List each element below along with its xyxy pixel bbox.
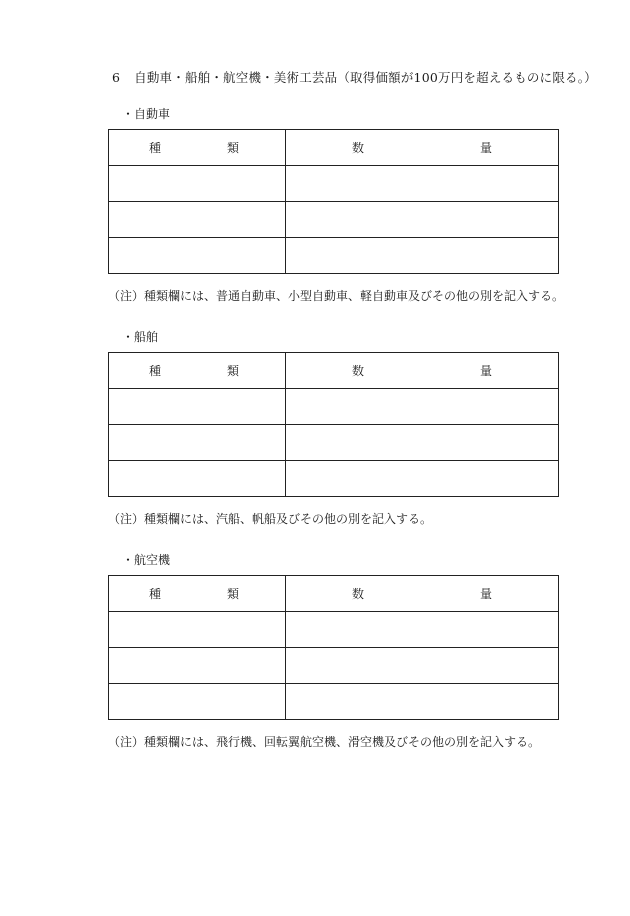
table-header-row	[109, 576, 559, 612]
table-header-row	[109, 353, 559, 389]
section-heading	[112, 68, 597, 86]
header-kind-char-1: 種	[149, 141, 162, 155]
table-row	[109, 648, 559, 684]
table-automobile	[108, 129, 559, 274]
subheading-ship: ・船舶	[122, 330, 159, 344]
note-automobile: （注）種類欄には、普通自動車、小型自動車、軽自動車及びその他の別を記入する。	[108, 289, 565, 303]
table-row	[109, 389, 559, 425]
header-kind-char-2: 類	[226, 141, 239, 155]
table-header-row	[109, 130, 559, 166]
header-qty-char-2: 量	[479, 141, 492, 155]
cell-kind[interactable]	[109, 612, 286, 648]
cell-kind[interactable]	[109, 202, 286, 238]
cell-quantity[interactable]	[286, 238, 559, 274]
cell-kind[interactable]	[109, 238, 286, 274]
header-kind-char-2: 類	[226, 587, 239, 601]
header-quantity	[286, 576, 559, 612]
cell-quantity[interactable]	[286, 166, 559, 202]
header-kind	[109, 353, 286, 389]
cell-kind[interactable]	[109, 389, 286, 425]
table-row	[109, 202, 559, 238]
cell-quantity[interactable]	[286, 648, 559, 684]
cell-quantity[interactable]	[286, 425, 559, 461]
header-quantity	[286, 353, 559, 389]
table-row	[109, 461, 559, 497]
header-kind-char-1: 種	[149, 587, 162, 601]
table-row	[109, 166, 559, 202]
header-qty-char-1: 数	[352, 364, 365, 378]
cell-kind[interactable]	[109, 648, 286, 684]
cell-kind[interactable]	[109, 684, 286, 720]
table-aircraft	[108, 575, 559, 720]
cell-quantity[interactable]	[286, 612, 559, 648]
header-kind-char-2: 類	[226, 364, 239, 378]
cell-quantity[interactable]	[286, 202, 559, 238]
table-ship	[108, 352, 559, 497]
cell-kind[interactable]	[109, 166, 286, 202]
note-aircraft: （注）種類欄には、飛行機、回転翼航空機、滑空機及びその他の別を記入する。	[108, 735, 541, 749]
subheading-aircraft: ・航空機	[122, 553, 171, 567]
table-row	[109, 238, 559, 274]
header-kind	[109, 130, 286, 166]
header-quantity	[286, 130, 559, 166]
cell-kind[interactable]	[109, 425, 286, 461]
cell-kind[interactable]	[109, 461, 286, 497]
header-kind	[109, 576, 286, 612]
cell-quantity[interactable]	[286, 461, 559, 497]
header-kind-char-1: 種	[149, 364, 162, 378]
header-qty-char-2: 量	[479, 587, 492, 601]
section-number: 6	[112, 70, 121, 85]
subheading-automobile: ・自動車	[122, 107, 171, 121]
table-row	[109, 684, 559, 720]
header-qty-char-2: 量	[479, 364, 492, 378]
note-ship: （注）種類欄には、汽船、帆船及びその他の別を記入する。	[108, 512, 433, 526]
cell-quantity[interactable]	[286, 389, 559, 425]
table-row	[109, 612, 559, 648]
header-qty-char-1: 数	[352, 141, 365, 155]
table-row	[109, 425, 559, 461]
section-title: 自動車・船舶・航空機・美術工芸品（取得価額が100万円を超えるものに限る。）	[134, 70, 597, 85]
cell-quantity[interactable]	[286, 684, 559, 720]
header-qty-char-1: 数	[352, 587, 365, 601]
